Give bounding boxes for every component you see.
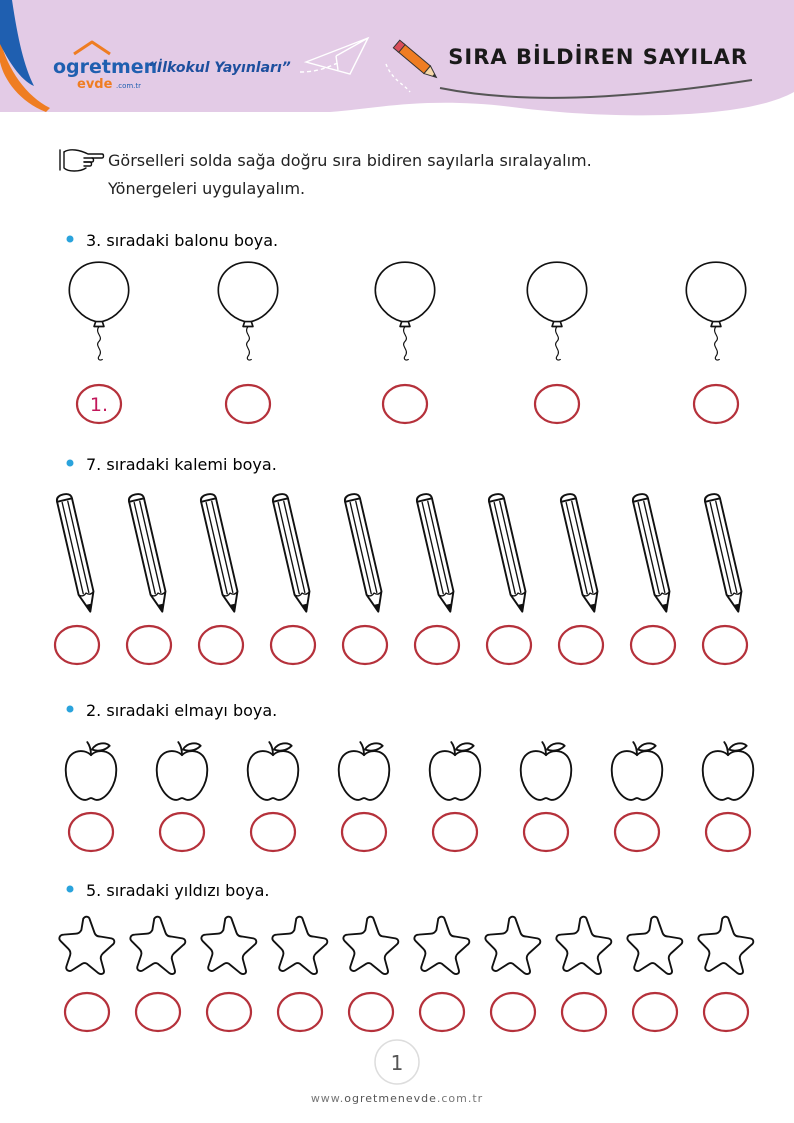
answer-circle[interactable] (349, 993, 393, 1031)
bullet-point (67, 706, 74, 713)
publisher-name: “İlkokul Yayınları” (148, 60, 291, 76)
brand-top-text: ogretmen (53, 56, 158, 78)
answer-circle[interactable] (383, 385, 427, 423)
pencil-icon[interactable] (344, 493, 386, 614)
apple-icon[interactable] (248, 742, 299, 800)
section-apples (66, 701, 754, 851)
answer-circle[interactable] (633, 993, 677, 1031)
apple-icon[interactable] (339, 742, 390, 800)
answer-circle[interactable] (136, 993, 180, 1031)
answer-circle[interactable] (343, 626, 387, 664)
section-label: 7. sıradaki kalemi boya. (86, 455, 277, 474)
pencil-icon[interactable] (488, 493, 530, 614)
section-label: 2. sıradaki elmayı boya. (86, 701, 278, 720)
star-icon[interactable] (556, 917, 611, 974)
pencil-icon[interactable] (632, 493, 674, 614)
star-icon[interactable] (272, 917, 327, 974)
answer-circle[interactable] (226, 385, 270, 423)
brand-bottom-text: evde (77, 77, 113, 92)
balloon-icon[interactable] (218, 262, 277, 360)
answer-text: 1. (89, 394, 109, 416)
section-stars (59, 881, 753, 1031)
star-icon[interactable] (414, 917, 469, 974)
page-number: 1 (390, 1051, 404, 1075)
answer-circle[interactable] (562, 993, 606, 1031)
bullet-point (67, 236, 74, 243)
pencil-icon[interactable] (128, 493, 170, 614)
balloon-icon[interactable] (375, 262, 434, 360)
pencil-icon[interactable] (200, 493, 242, 614)
answer-circle[interactable] (342, 813, 386, 851)
star-icon[interactable] (485, 917, 540, 974)
instruction-line-1: Görselleri solda sağa doğru sıra bidiren sayılarla sıralayalım. (108, 151, 592, 170)
answer-circle[interactable] (706, 813, 750, 851)
apple-icon[interactable] (703, 742, 754, 800)
answer-circle[interactable] (615, 813, 659, 851)
answer-circle[interactable] (199, 626, 243, 664)
star-icon[interactable] (59, 917, 114, 974)
header (0, 0, 794, 115)
apple-row (66, 742, 754, 851)
apple-icon[interactable] (612, 742, 663, 800)
star-icon[interactable] (130, 917, 185, 974)
answer-circle[interactable] (55, 626, 99, 664)
answer-circle[interactable] (694, 385, 738, 423)
website-name: ogretmenevde (344, 1092, 437, 1105)
answer-circle[interactable] (278, 993, 322, 1031)
bullet-point (67, 886, 74, 893)
answer-circle[interactable] (703, 626, 747, 664)
balloon-icon[interactable] (69, 262, 128, 360)
apple-icon[interactable] (157, 742, 208, 800)
answer-circle[interactable] (433, 813, 477, 851)
star-row (59, 917, 753, 1031)
pencil-icon[interactable] (56, 493, 98, 614)
brand-domain-text: .com.tr (116, 82, 142, 90)
balloon-icon[interactable] (686, 262, 745, 360)
star-icon[interactable] (698, 917, 753, 974)
footer (311, 1040, 483, 1105)
pencil-icon[interactable] (560, 493, 602, 614)
answer-circle[interactable] (420, 993, 464, 1031)
website-url (311, 1092, 483, 1105)
answer-circle[interactable] (559, 626, 603, 664)
instruction-line-2: Yönergeleri uygulayalım. (108, 179, 306, 198)
star-icon[interactable] (201, 917, 256, 974)
instruction (60, 150, 592, 198)
answer-circle[interactable] (160, 813, 204, 851)
pencil-icon[interactable] (416, 493, 458, 614)
section-label: 5. sıradaki yıldızı boya. (86, 881, 270, 900)
section-balloons (67, 231, 746, 423)
star-icon[interactable] (627, 917, 682, 974)
answer-circle[interactable] (487, 626, 531, 664)
section-pencils (55, 455, 747, 664)
answer-circle[interactable] (704, 993, 748, 1031)
bullet-point (67, 460, 74, 467)
answer-circle[interactable] (65, 993, 109, 1031)
answer-circle[interactable] (69, 813, 113, 851)
answer-circle[interactable] (415, 626, 459, 664)
answer-circle[interactable] (535, 385, 579, 423)
answer-circle[interactable] (271, 626, 315, 664)
pointing-hand-icon (60, 150, 104, 171)
website-prefix: www. (310, 1092, 345, 1105)
answer-circle[interactable] (207, 993, 251, 1031)
apple-icon[interactable] (66, 742, 117, 800)
answer-circle[interactable] (251, 813, 295, 851)
section-label: 3. sıradaki balonu boya. (86, 231, 279, 250)
answer-circle[interactable] (524, 813, 568, 851)
pencil-row (55, 493, 747, 664)
pencil-icon[interactable] (272, 493, 314, 614)
website-suffix: .com.tr (436, 1092, 484, 1105)
star-icon[interactable] (343, 917, 398, 974)
answer-circle[interactable] (631, 626, 675, 664)
balloon-row (69, 262, 745, 423)
answer-circle[interactable] (491, 993, 535, 1031)
pencil-icon[interactable] (704, 493, 746, 614)
apple-icon[interactable] (521, 742, 572, 800)
balloon-icon[interactable] (527, 262, 586, 360)
answer-circle[interactable] (127, 626, 171, 664)
page-title: SIRA BİLDİREN SAYILAR (448, 45, 748, 69)
apple-icon[interactable] (430, 742, 481, 800)
